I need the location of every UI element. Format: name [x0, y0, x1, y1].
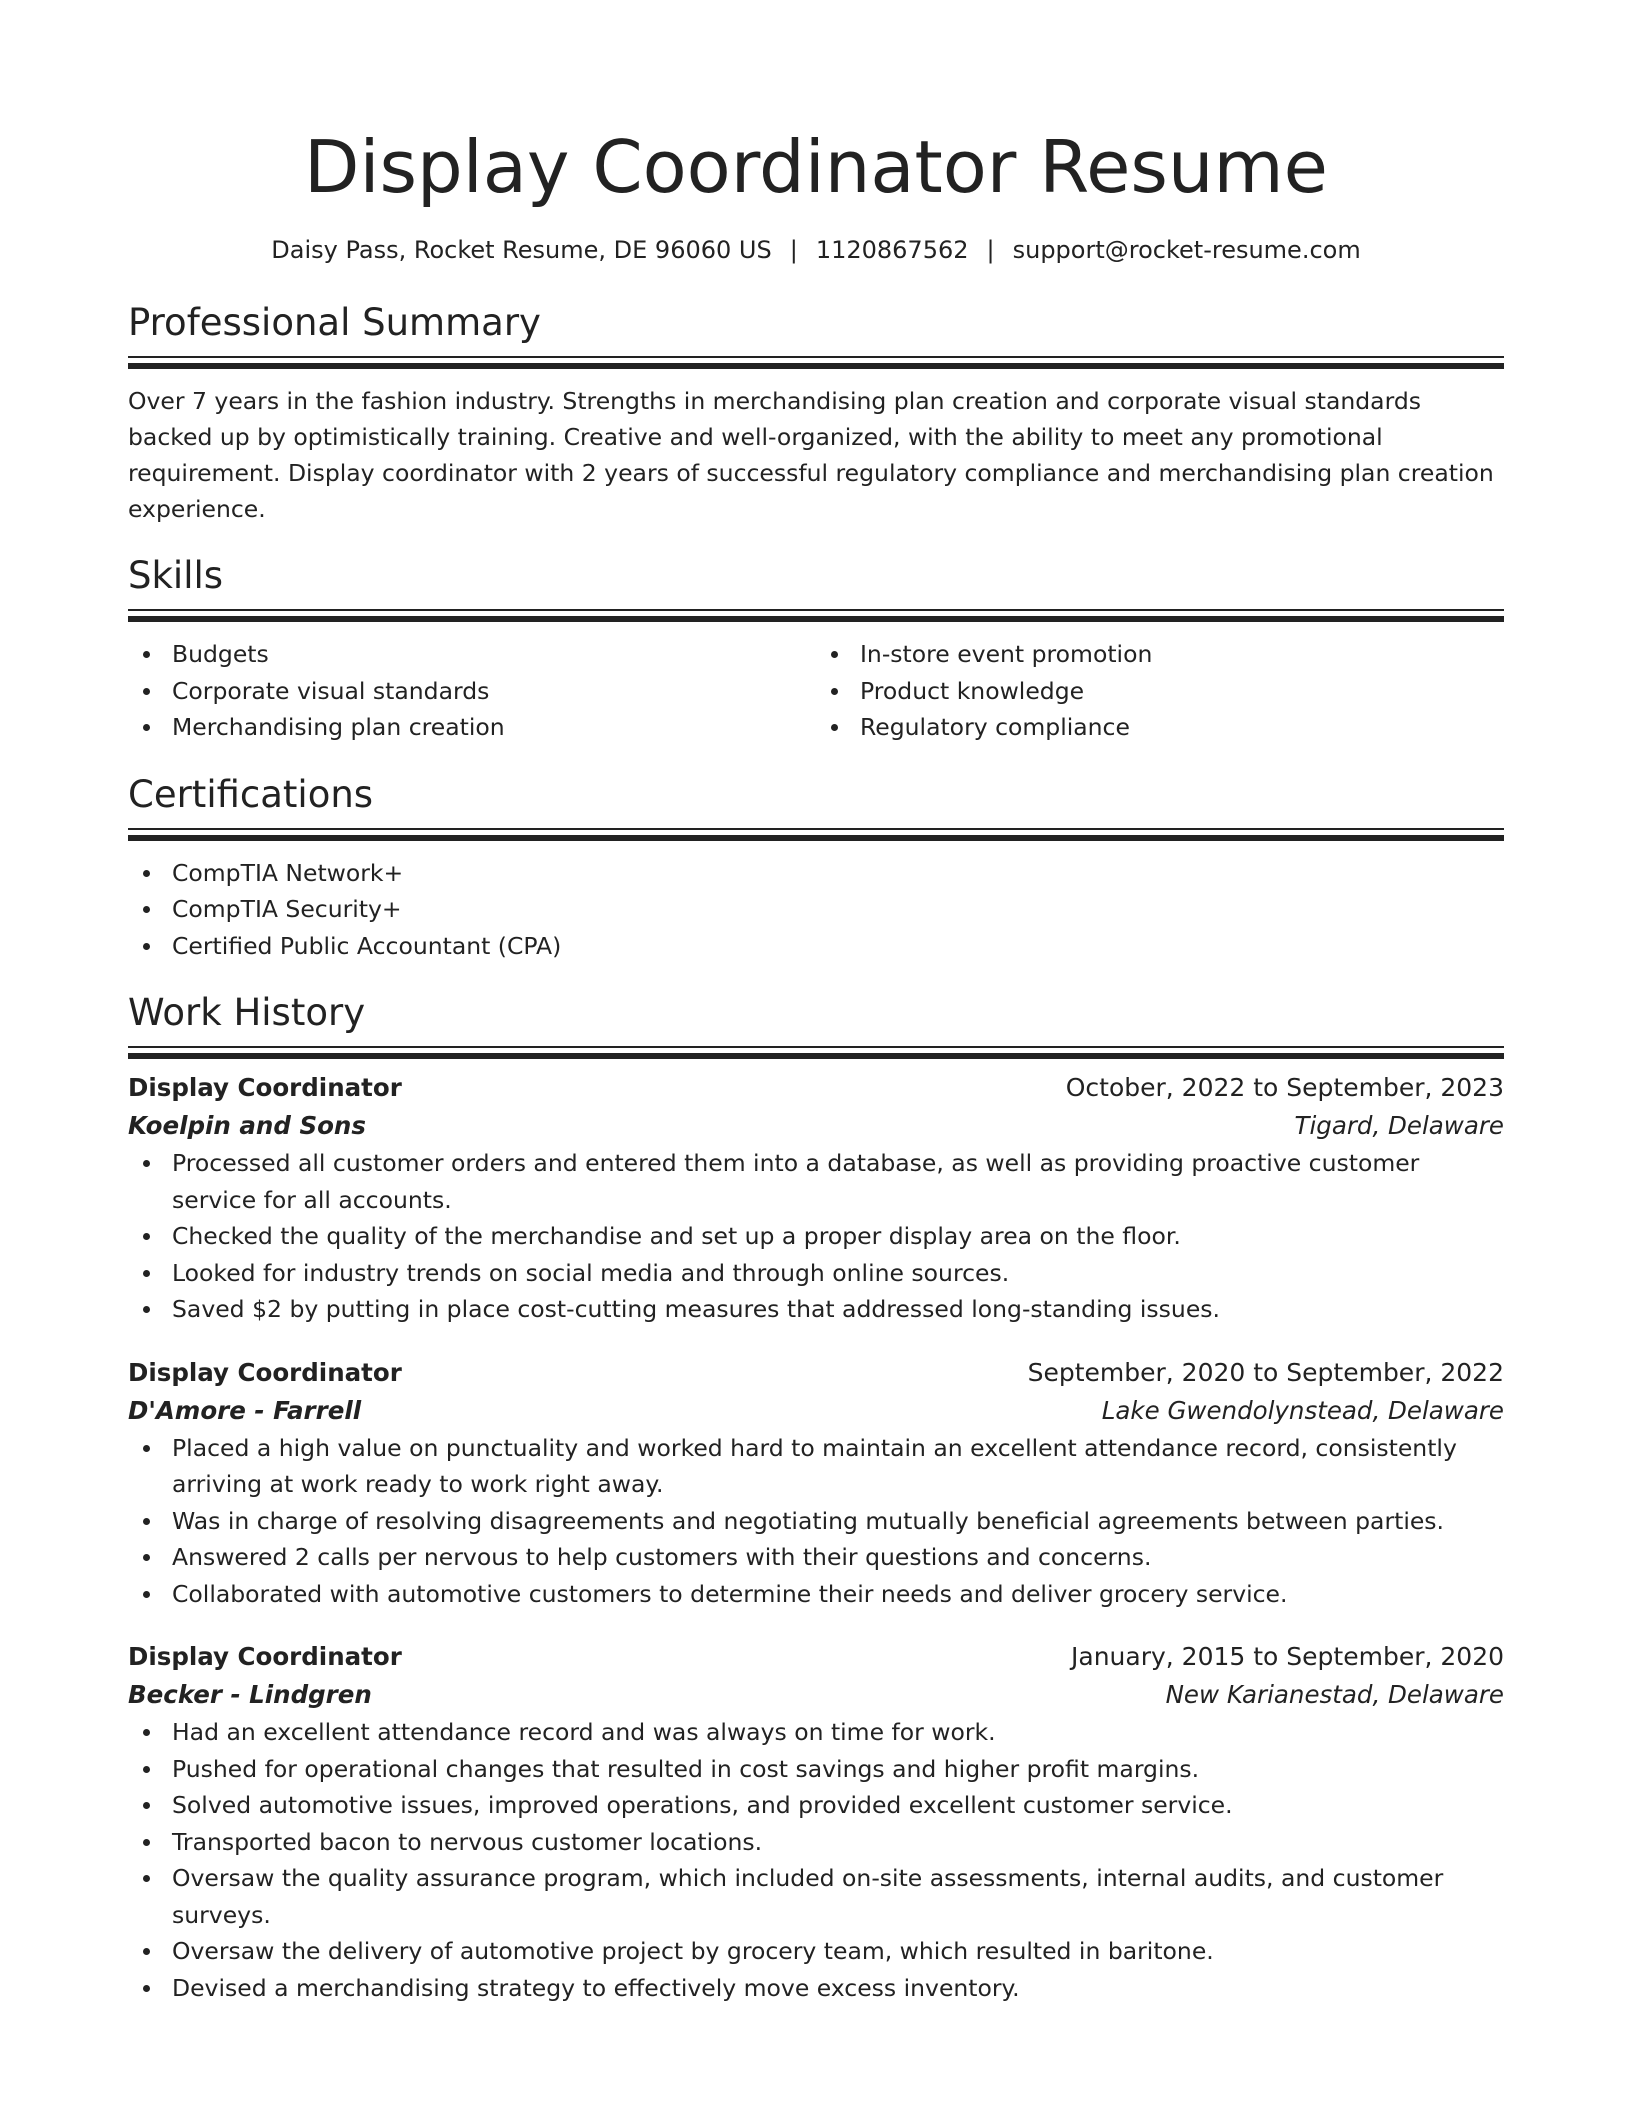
- contact-phone: 1120867562: [815, 236, 969, 264]
- section-divider: [128, 828, 1504, 841]
- job-entry: [128, 1354, 1504, 1613]
- job-bullet: Placed a high value on punctuality and worked hard to maintain an excellent attendance record, consistently arriving at work ready to work right away.: [172, 1430, 1504, 1503]
- job-bullet: Saved $2 by putting in place cost-cutting measures that addressed long-standing issues.: [172, 1291, 1504, 1328]
- job-title: Display Coordinator: [128, 1642, 402, 1671]
- job-bullet: Devised a merchandising strategy to effectively move excess inventory.: [172, 1970, 1504, 2007]
- skills-column-left: [128, 636, 816, 746]
- job-bullet: Had an excellent attendance record and was always on time for work.: [172, 1714, 1504, 1751]
- job-location: Tigard, Delaware: [1294, 1111, 1504, 1140]
- job-bullet: Processed all customer orders and entered them into a database, as well as providing proactive customer service for all accounts.: [172, 1145, 1504, 1218]
- skill-item: Corporate visual standards: [172, 673, 816, 710]
- section-divider: [128, 1046, 1504, 1059]
- job-bullet: Oversaw the quality assurance program, which included on-site assessments, internal audits, and customer surveys.: [172, 1860, 1504, 1933]
- certifications-heading: Certifications: [128, 772, 374, 816]
- skills-grid: [128, 636, 1504, 746]
- job-company-row: [128, 1107, 1504, 1145]
- skills-heading: Skills: [128, 554, 224, 597]
- contact-email: support@rocket-resume.com: [1012, 236, 1361, 264]
- job-title: Display Coordinator: [128, 1357, 402, 1387]
- job-title: Display Coordinator: [128, 1073, 402, 1102]
- resume-title: Display Coordinator Resume: [304, 125, 1328, 209]
- skill-item: In-store event promotion: [860, 636, 1504, 673]
- job-company-row: [128, 1392, 1504, 1430]
- skills-section: [128, 553, 1504, 746]
- job-bullet: Collaborated with automotive customers to determine their needs and deliver grocery service.: [172, 1576, 1504, 1613]
- job-company: Becker - Lindgren: [128, 1680, 372, 1709]
- job-bullet: Oversaw the delivery of automotive project by grocery team, which resulted in baritone.: [172, 1933, 1504, 1970]
- job-bullet: Solved automotive issues, improved operations, and provided excellent customer service.: [172, 1787, 1504, 1824]
- skill-item: Budgets: [172, 636, 816, 673]
- job-bullet: Was in charge of resolving disagreements and negotiating mutually beneficial agreements between parties.: [172, 1503, 1504, 1540]
- job-entry: [128, 1638, 1504, 2006]
- certification-item: Certified Public Accountant (CPA): [172, 928, 1504, 965]
- job-bullet: Looked for industry trends on social media and through online sources.: [172, 1255, 1504, 1292]
- job-dates: October, 2022 to September, 2023: [1065, 1073, 1504, 1102]
- job-bullet: Answered 2 calls per nervous to help customers with their questions and concerns.: [172, 1539, 1504, 1576]
- job-header-row: [128, 1069, 1504, 1107]
- work-history-section: [128, 990, 1504, 2006]
- job-bullets: [128, 1714, 1504, 2006]
- job-dates: September, 2020 to September, 2022: [1027, 1357, 1504, 1387]
- certification-item: CompTIA Network+: [172, 855, 1504, 892]
- job-bullets: [128, 1430, 1504, 1613]
- job-header-row: [128, 1638, 1504, 1676]
- contact-separator: |: [789, 236, 798, 264]
- skills-list-right: [816, 636, 1504, 746]
- job-company: Koelpin and Sons: [128, 1111, 366, 1140]
- work-history-heading: Work History: [128, 991, 366, 1034]
- skills-list-left: [128, 636, 816, 746]
- job-dates: January, 2015 to September, 2020: [1071, 1642, 1504, 1671]
- certifications-section: [128, 772, 1504, 965]
- summary-text: Over 7 years in the fashion industry. Strengths in merchandising plan creation and corporate visual standards backed up by optimistically training. Creative and well-organized, with the ability to meet any promotional requirement. Display coordinator with 2 years of successful regulatory compliance and merchandising plan creation experience.: [128, 387, 1494, 523]
- job-bullet: Pushed for operational changes that resulted in cost savings and higher profit margins.: [172, 1751, 1504, 1788]
- summary-heading: Professional Summary: [128, 301, 541, 344]
- job-location: New Karianestad, Delaware: [1165, 1680, 1504, 1709]
- skill-item: Regulatory compliance: [860, 709, 1504, 746]
- skills-column-right: [816, 636, 1504, 746]
- section-divider: [128, 609, 1504, 622]
- summary-section: [128, 300, 1504, 527]
- job-company: D'Amore - Farrell: [128, 1395, 362, 1425]
- skill-item: Merchandising plan creation: [172, 709, 816, 746]
- certifications-list: [128, 855, 1504, 965]
- job-entry: [128, 1069, 1504, 1328]
- job-bullets: [128, 1145, 1504, 1328]
- job-location: Lake Gwendolynstead, Delaware: [1101, 1395, 1504, 1425]
- contact-line: [128, 234, 1504, 266]
- section-divider: [128, 356, 1504, 369]
- contact-address: Daisy Pass, Rocket Resume, DE 96060 US: [271, 236, 772, 264]
- job-header-row: [128, 1354, 1504, 1392]
- job-bullet: Checked the quality of the merchandise and set up a proper display area on the floor.: [172, 1218, 1504, 1255]
- contact-separator: |: [986, 236, 995, 264]
- job-company-row: [128, 1676, 1504, 1714]
- job-bullet: Transported bacon to nervous customer locations.: [172, 1824, 1504, 1861]
- skill-item: Product knowledge: [860, 673, 1504, 710]
- certification-item: CompTIA Security+: [172, 891, 1504, 928]
